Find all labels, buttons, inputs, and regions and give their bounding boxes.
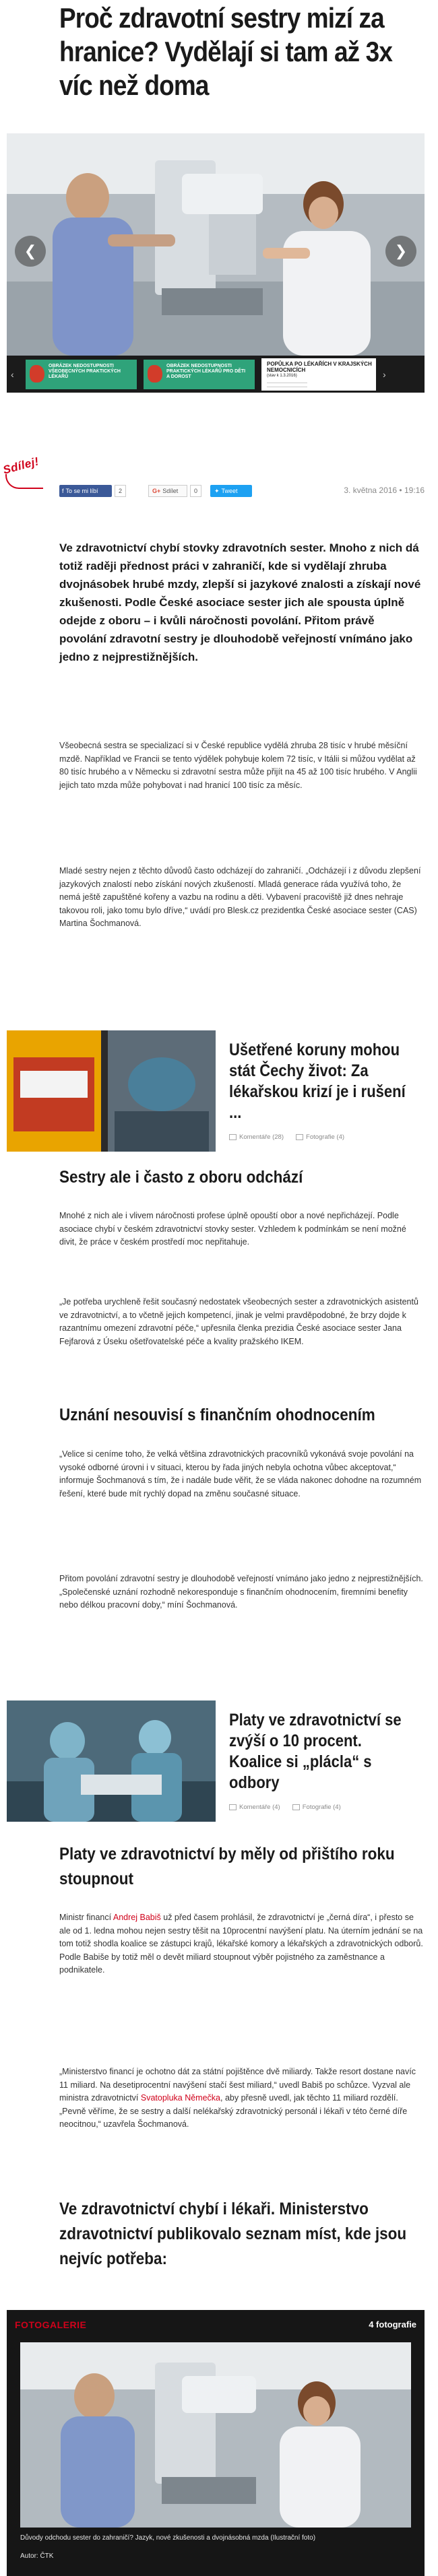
photo-count: 4 fotografie: [369, 2319, 416, 2330]
related-article[interactable]: [7, 1030, 425, 1152]
chevron-left-icon: ❮: [24, 242, 37, 259]
related-article-image[interactable]: [7, 1700, 216, 1822]
thumb-label: POPŮLKA PO LÉKAŘÍCH V KRAJSKÝCH NEMOCNICÍCH: [267, 360, 372, 373]
table-line: [267, 384, 307, 387]
facebook-icon: f: [62, 488, 64, 494]
related-article[interactable]: [7, 1700, 425, 1822]
share-label: Sdílej!: [1, 455, 40, 477]
gallery-author: Autor: ČTK: [20, 2552, 54, 2560]
gallery-thumb[interactable]: [144, 360, 255, 389]
paragraph: „Velice si ceníme toho, že velká většina zdravotnických pracovníků vykonává svoje povolání na vysoké odborné úrovni i v situaci, kterou by řada jiných nebyla ochotna vůbec akceptovat,“ informuje Šochmanová s tím, že i nadále bude věřit, že se vláda nakonec dohodne na rozumném řešení, které bude mít rychlý dopad na změnu současné situace.: [59, 1449, 422, 1498]
publish-date: 3. května 2016 • 19:16: [344, 486, 425, 495]
chevron-right-icon: ❯: [394, 242, 408, 259]
paragraph: [59, 1911, 423, 1977]
text: „Ministerstvo financí je ochotno dát za státní pojištěnce dvě miliardy. Takže resort dostane navíc 11 miliard. Na desetiprocentní navýšení stačí šest miliard,“ uvedl Babiš po schůzce. Vyzval ale ministra zdravotnictví: [59, 2067, 416, 2103]
gallery-main-photo[interactable]: [20, 2342, 411, 2528]
gplus-icon: G+: [152, 488, 161, 494]
related-article-meta: [229, 1804, 341, 1811]
gallery-prev-button[interactable]: [15, 236, 46, 267]
person-link[interactable]: Svatopluka Němečka: [140, 2093, 220, 2103]
section-heading: Platy ve zdravotnictví by měly od přištího roku stoupnout: [59, 1845, 395, 1888]
related-article-title[interactable]: Platy ve zdravotnictví se zvýší o 10 procent. Koalice si „plácla“ s odbory: [229, 1711, 402, 1792]
camera-icon: [292, 1804, 300, 1810]
section-heading: Uznání nesouvisí s finančním ohodnocením: [59, 1406, 375, 1424]
article-title: Proč zdravotní sestry mizí za hranice? Vydělají si tam až 3x víc než doma: [59, 2, 393, 101]
table-line: [267, 380, 307, 383]
facebook-label: To se mi líbí: [65, 488, 98, 494]
photos-link[interactable]: [296, 1133, 344, 1141]
gplus-count: 0: [190, 485, 201, 497]
tweet-button[interactable]: [210, 485, 252, 497]
tweet-label: Tweet: [221, 488, 238, 494]
thumb-sublabel: (stav k 1.3.2016): [267, 373, 297, 378]
gplus-label: Sdílet: [162, 488, 179, 494]
person-link[interactable]: Andrej Babiš: [113, 1913, 161, 1922]
gallery-thumbnails: [7, 356, 425, 393]
text: Ministr financí: [59, 1913, 113, 1922]
thumb-label: OBRÁZEK NEDOSTUPNOSTI VŠEOBECNÝCH PRAKTICKÝCH LÉKAŘŮ: [49, 363, 121, 379]
share-arrow-icon: [5, 474, 43, 489]
text: , aby přesně uvedl, jak těchto 11 miliard rozdělí. „Pevně věříme, že se sestry a další nelékařský zdravotnický personál i lékaři v této černé díře neocitnou,“ uzavřela Šochmanová.: [59, 2093, 408, 2129]
paragraph: Mladé sestry nejen z těchto důvodů často odcházejí do zahraničí. „Odcházejí i z důvodu zlepšení jazykových znalostí nebo získání nových zkušeností. Mladá generace ráda využívá toho, že nemá ještě zapuštěné kořeny a vazbu na rodinu a děti. Vybavení pracoviště již dnes nehraje takovou roli, jako tomu bylo dříve,“ uvádí pro Blesk.cz prezidentka České asociace sester (CAS) Martina Šochmanová.: [59, 866, 421, 928]
related-article-image[interactable]: [7, 1030, 216, 1152]
text: už před časem prohlásil, že zdravotnictví je „černá díra“, i přesto se ale od 1. ledna mohou nejen sestry těšit na 10procentní navýšení platu. Na úterním jednání se na tom totiž shodla koalice se zástupci krajů, lékařské komory a lékařských a zdravotnických odborů. Podle Babiše by totiž měl o devět miliard stoupnout výběr pojistného za zaměstnance a podnikatele.: [59, 1913, 423, 1975]
comments-count: Komentáře (4): [239, 1804, 280, 1811]
gallery-next-button[interactable]: [385, 236, 416, 267]
facebook-count: 2: [115, 485, 126, 497]
article-lead: Ve zdravotnictví chybí stovky zdravotních sester. Mnoho z nich dá totiž raději přednost práci v zahraničí, kde si vydělají zhruba dvojnásobek hrubé mzdy, zlepší si jazykové znalosti a získají nové zkušenosti. Podle České asociace sester jich ale spousta úplně odejde z oboru – i kvůli náročnosti povolání. Přitom právě povolání zdravotní sestry je dlouhodobě veřejností vnímáno jako jedno z nejprestižnějších.: [59, 541, 421, 663]
paragraph: Všeobecná sestra se specializací si v České republice vydělá zhruba 28 tisíc v hrubé měsíční mzdě. Například ve Francii se tento výdělek pohybuje kolem 72 tisíc, v Itálii si můžou vydělat až 80 tisíc hrubého a v Německu si zdravotní sestra může přijít na 45 až 100 tisíc hrubého. V Anglii jejich tato mzda může pohybovat i nad hranicí 100 tisíc za měsíc.: [59, 741, 417, 790]
facebook-like-button[interactable]: [59, 485, 112, 497]
gallery-caption: Důvody odchodu sester do zahraničí? Jazyk, nové zkušenosti a dvojnásobná mzda (Ilustrační foto): [20, 2534, 316, 2542]
main-gallery[interactable]: [7, 133, 425, 393]
section-heading: Ve zdravotnictví chybí i lékaři. Ministerstvo zdravotnictví publikovalo seznam míst, kde jsou nejvíc potřeba:: [59, 2200, 407, 2268]
gallery-label: FOTOGALERIE: [15, 2319, 87, 2330]
thumbs-prev-icon[interactable]: ‹: [11, 368, 14, 380]
comments-link[interactable]: [229, 1804, 280, 1811]
paragraph: Přitom povolání zdravotní sestry je dlouhodobě veřejností vnímáno jako jedno z nejprestižnějších. „Společenské uznání rozhodně nekoresponduje s finančním ohodnocením, firemními benefity nebo délkou pracovní doby,“ míní Šochmanová.: [59, 1574, 423, 1610]
related-article-title[interactable]: Ušetřené koruny mohou stát Čechy život: Za lékařskou krizí je i rušení ...: [229, 1041, 406, 1122]
map-icon: [30, 365, 44, 383]
related-article-meta: [229, 1133, 344, 1141]
thumbs-next-icon[interactable]: ›: [383, 368, 386, 380]
paragraph: [59, 2066, 423, 2132]
gallery-photo[interactable]: [7, 133, 425, 356]
gplus-share-button[interactable]: [148, 485, 187, 497]
photos-link[interactable]: [292, 1804, 341, 1811]
section-heading: Sestry ale i často z oboru odchází: [59, 1168, 303, 1187]
paragraph: Mnohé z nich ale i vlivem náročnosti profese úplně opouští obor a nové nepřicházejí. Podle asociace chybí v českém zdravotnictví stovky sester. Vzhledem k podmínkám se není možné divit, že práce v českém prostředí moc nepřitahuje.: [59, 1211, 406, 1247]
comments-link[interactable]: [229, 1133, 284, 1141]
photo-gallery[interactable]: [7, 2310, 425, 2576]
map-icon: [148, 365, 162, 383]
camera-icon: [296, 1134, 303, 1140]
comment-icon: [229, 1804, 237, 1810]
gallery-thumb[interactable]: [26, 360, 137, 389]
twitter-icon: ✦: [214, 487, 220, 494]
gallery-thumb[interactable]: [261, 358, 376, 391]
comment-icon: [229, 1134, 237, 1140]
photos-count: Fotografie (4): [302, 1804, 341, 1811]
thumb-label: OBRÁZEK NEDOSTUPNOSTI PRAKTICKÝCH LÉKAŘŮ PRO DĚTI A DOROST: [166, 363, 246, 379]
photos-count: Fotografie (4): [306, 1133, 345, 1141]
paragraph: „Je potřeba urychleně řešit současný nedostatek všeobecných sester a zdravotnických asistentů ve zdravotnictví, a to včetně jejich kompetencí, jinak je velmi pravděpodobné, že brzy dojde k razantnímu omezení zdravotní péče,“ upřesnila členka prezidia České asociace sester Jana Fejfarová z Úseku ošetřovatelské péče a kvality pražského IKEM.: [59, 1297, 418, 1346]
comments-count: Komentáře (28): [239, 1133, 284, 1141]
